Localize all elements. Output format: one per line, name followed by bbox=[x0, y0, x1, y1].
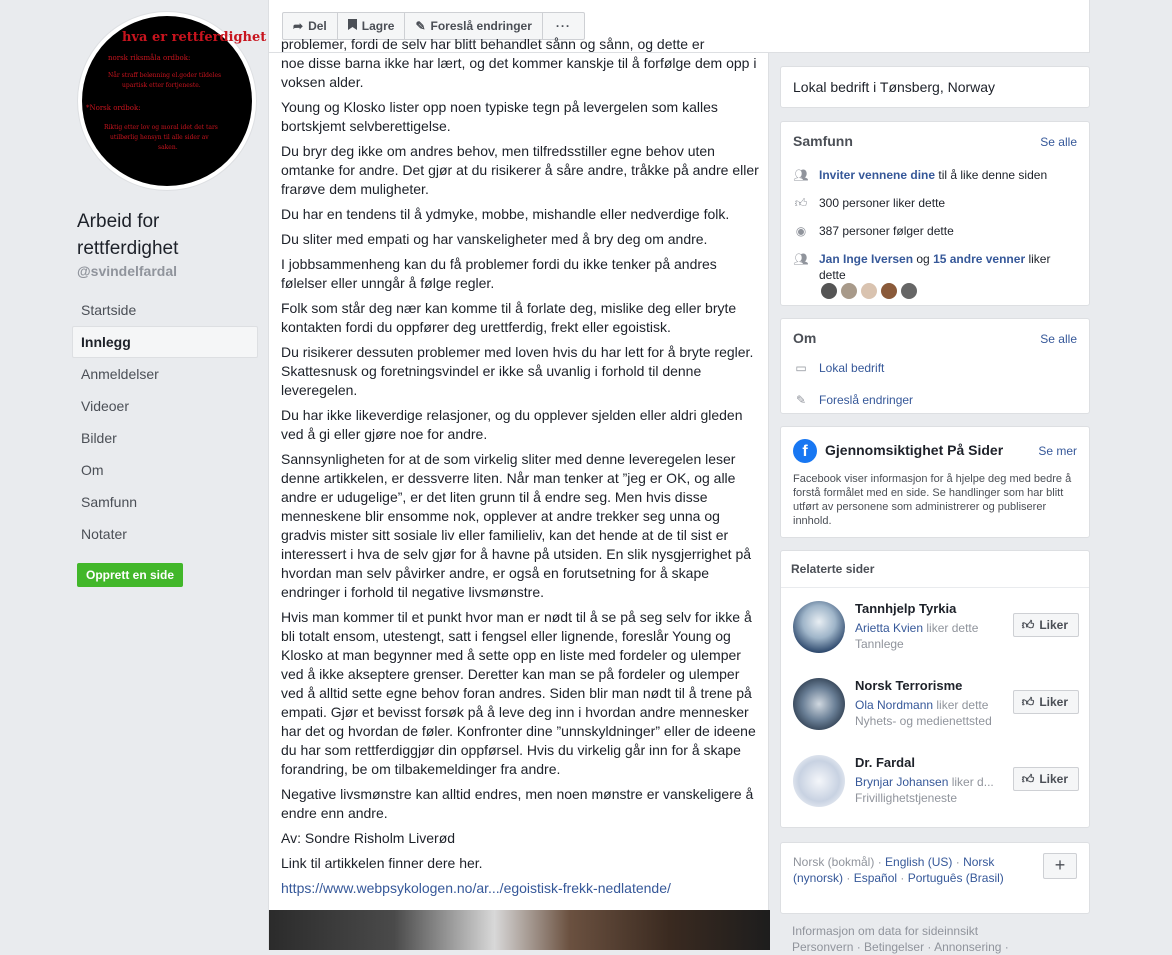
profile-image bbox=[82, 16, 267, 186]
share-label: Del bbox=[308, 19, 327, 33]
nav-item-samfunn[interactable]: Samfunn bbox=[81, 494, 138, 510]
community-card bbox=[780, 121, 1090, 306]
storefront-icon: ▭ bbox=[795, 361, 807, 375]
post-paragraph: Sannsynligheten for at de som virkelig sliter med denne leveregelen leser denne artikkelen, er dessverre liten. Når man tenker at ”jeg er OK, og alle andre er udugelige”, er det liten grunn til å endre seg. Men hvis disse menneskene blir ensomme nok, opplever at andre trekker seg unna og gradvis mister sitt sosiale liv eller familieliv, kan det hende at de til sist er interessert i hva de selv gjør for å havne på utsiden. En slik nysgjerrighet på hvordan man selv påvirker andre, er også en forutsetning for å skape endringer i forhold til negative livsmønstre. bbox=[281, 451, 752, 600]
footer bbox=[792, 923, 1009, 955]
post-paragraph: I jobbsammenheng kan du få problemer fordi du ikke tenker på andres følelser eller unngår å følge regler. bbox=[281, 256, 717, 291]
thumbs-up-icon: 👍︎ bbox=[1021, 695, 1035, 709]
like-button[interactable] bbox=[1013, 690, 1079, 714]
language-link[interactable]: Español bbox=[853, 871, 898, 885]
related-page-thumbnail[interactable] bbox=[793, 678, 845, 730]
invite-friends-link[interactable]: Inviter vennene dine bbox=[819, 168, 936, 182]
related-page bbox=[793, 601, 1079, 667]
image-text: Når straff belønning el.goder tildeles bbox=[108, 72, 222, 79]
suggest-edits-link[interactable]: Foreslå endringer bbox=[819, 393, 914, 407]
category-row bbox=[793, 360, 884, 376]
community-see-all-link[interactable]: Se alle bbox=[1040, 135, 1077, 149]
image-text: *Norsk ordbok: bbox=[86, 104, 141, 112]
related-pages-card bbox=[780, 550, 1090, 828]
related-page-thumbnail[interactable] bbox=[793, 601, 845, 653]
suggest-label: Foreslå endringer bbox=[430, 19, 532, 33]
insights-info-link[interactable]: Informasjon om data for sideinnsikt bbox=[792, 924, 979, 938]
nav-item-notater[interactable]: Notater bbox=[81, 526, 127, 542]
community-title: Samfunn bbox=[793, 133, 853, 149]
related-page-name[interactable]: Dr. Fardal bbox=[855, 755, 915, 770]
thumbs-up-icon: 👍︎ bbox=[1021, 772, 1035, 786]
thumbs-up-icon: 👍︎ bbox=[794, 196, 808, 210]
post-paragraph: Du risikerer dessuten problemer med loven hvis du har lett for å bryte regler. Skattesnusk og foretningsvindel er ikke så uvanlig i forhold til denne leveregelen. bbox=[281, 344, 754, 398]
about-card bbox=[780, 318, 1090, 414]
related-page bbox=[793, 678, 1079, 744]
related-page-category: Tannlege bbox=[855, 637, 904, 651]
other-friends-link[interactable]: 15 andre venner bbox=[933, 252, 1026, 266]
likes-text: liker dette bbox=[923, 621, 979, 635]
post-paragraph: Du har ikke likeverdige relasjoner, og du opplever sjelden eller aldri gleden ved å gi eller gjøre noe for andre. bbox=[281, 407, 743, 442]
friend-link[interactable]: Ola Nordmann bbox=[855, 698, 934, 712]
image-text: utilbørlig hensyn til alle sider av bbox=[110, 134, 209, 141]
post-paragraph: Du har en tendens til å ydmyke, mobbe, mishandle eller nedverdige folk. bbox=[281, 206, 730, 222]
profile-picture[interactable] bbox=[78, 12, 267, 190]
language-link[interactable]: English (US) bbox=[885, 855, 953, 869]
related-page-likes bbox=[855, 775, 994, 789]
related-header bbox=[781, 551, 1089, 588]
share-icon: ➦ bbox=[293, 19, 304, 33]
current-language: Norsk (bokmål) bbox=[793, 855, 875, 869]
add-language-button[interactable]: + bbox=[1043, 853, 1077, 879]
post-paragraph: Folk som står deg nær kan komme til å forlate deg, mislike deg eller bryte kontakten fordi du oppfører deg urettferdig, frekt eller egoistisk. bbox=[281, 300, 737, 335]
like-label: Liker bbox=[1039, 618, 1068, 632]
nav-item-anmeldelser[interactable]: Anmeldelser bbox=[81, 366, 159, 382]
location-text: Lokal bedrift i Tønsberg, Norway bbox=[793, 79, 996, 95]
transparency-card bbox=[780, 426, 1090, 538]
article-link[interactable]: https://www.webpsykologen.no/ar.../egoistisk-frekk-nedlatende/ bbox=[281, 880, 671, 896]
post-paragraph: Du sliter med empati og har vanskeligheter med å bry deg om andre. bbox=[281, 231, 708, 247]
post-paragraph: Link til artikkelen finner dere her. bbox=[281, 855, 483, 871]
post-paragraph: Young og Klosko lister opp noen typiske tegn på levergelen som kalles bortskjemt selvberettigelse. bbox=[281, 99, 718, 134]
nav-item-bilder[interactable]: Bilder bbox=[81, 430, 117, 446]
invite-row bbox=[793, 167, 1047, 183]
post-image[interactable] bbox=[269, 910, 770, 950]
post-paragraph: Av: Sondre Risholm Liverød bbox=[281, 830, 456, 846]
thumbs-up-icon: 👍︎ bbox=[1021, 618, 1035, 632]
people-icon: 👥︎ bbox=[793, 252, 809, 266]
related-page-likes bbox=[855, 698, 988, 712]
related-page-likes bbox=[855, 621, 978, 635]
friend-link[interactable]: Brynjar Johansen bbox=[855, 775, 949, 789]
related-page-name[interactable]: Norsk Terrorisme bbox=[855, 678, 963, 693]
friend-avatars bbox=[821, 283, 917, 299]
avatar[interactable] bbox=[861, 283, 877, 299]
related-page-category: Frivillighetstjeneste bbox=[855, 791, 958, 805]
related-page-name[interactable]: Tannhjelp Tyrkia bbox=[855, 601, 957, 616]
image-text: norsk riksmåla ordbok: bbox=[108, 54, 191, 62]
footer-links[interactable]: Personvern · Betingelser · Annonsering · bbox=[792, 940, 1009, 954]
language-list: Norsk (bokmål) · English (US) · Norsk (nynorsk) · Español · Português (Brasil) bbox=[793, 855, 1004, 885]
like-button[interactable] bbox=[1013, 767, 1079, 791]
like-label: Liker bbox=[1039, 695, 1068, 709]
language-card bbox=[780, 842, 1090, 914]
likes-text: liker dette bbox=[933, 698, 989, 712]
friends-and: og bbox=[913, 252, 934, 266]
avatar[interactable] bbox=[881, 283, 897, 299]
friends-row bbox=[793, 251, 1073, 283]
image-text: upartisk etter fortjeneste. bbox=[122, 82, 201, 89]
avatar[interactable] bbox=[901, 283, 917, 299]
suggest-row bbox=[793, 392, 913, 408]
related-title: Relaterte sider bbox=[791, 562, 875, 576]
likes-text: liker d... bbox=[948, 775, 994, 789]
nav-item-innlegg[interactable]: Innlegg bbox=[72, 326, 258, 358]
more-button[interactable]: ··· bbox=[555, 19, 571, 33]
category-link[interactable]: Lokal bedrift bbox=[819, 361, 885, 375]
post-paragraph: Hvis man kommer til et punkt hvor man er nødt til å se på seg selv for ikke å bli totalt ensom, utestengt, satt i fengsel eller lignende, foreslår Young og Klosko at man begynner med å sette opp en liste med fordeler og ulemper ved å ikke akseptere grenser. Deretter kan man se på fordeler og ulemper ved å alltid sette egne behov foran andres. Siden blir man nødt til å trene på empati. Gjør et bevisst forsøk på å leve deg inn i hvordan andre mennesker har det og hvordan de føler. Konfronter dine ”unnskyldninger” eller de ideene du har som rettferdiggjør din oppførsel. Hvis du virkelig går inn for å skape forandring, be om tilbakemeldinger fra andre. bbox=[281, 609, 756, 777]
pencil-icon: ✎ bbox=[795, 393, 807, 407]
avatar[interactable] bbox=[821, 283, 837, 299]
likes-count: 300 personer liker dette bbox=[819, 196, 946, 210]
people-icon: 👥︎ bbox=[793, 168, 809, 182]
post bbox=[268, 36, 769, 950]
avatar[interactable] bbox=[841, 283, 857, 299]
likes-row bbox=[793, 195, 945, 211]
post-paragraph: problemer, fordi de selv har blitt behandlet sånn og sånn, og dette er bbox=[281, 36, 705, 52]
friends-like-text: liker dette bbox=[819, 252, 1051, 282]
about-title: Om bbox=[793, 330, 817, 346]
post-paragraph: Du bryr deg ikke om andres behov, men tilfredsstiller egne behov uten omtanke for andre. Det gjør at du risikerer å såre andre, tråkke på andre eller frarøve dem muligheter. bbox=[281, 143, 759, 197]
about-see-all-link[interactable]: Se alle bbox=[1040, 332, 1077, 346]
post-body bbox=[281, 35, 759, 904]
page-title[interactable]: Arbeid for rettferdighet bbox=[77, 211, 179, 259]
invite-text: til å like denne siden bbox=[935, 168, 1048, 182]
friend-link[interactable]: Arietta Kvien bbox=[855, 621, 924, 635]
see-more-link[interactable]: Se mer bbox=[1038, 444, 1077, 458]
rss-icon: ◉ bbox=[795, 224, 807, 238]
nav-item-om[interactable]: Om bbox=[81, 462, 104, 478]
follows-count: 387 personer følger dette bbox=[819, 224, 954, 238]
save-label: Lagre bbox=[361, 19, 395, 33]
transparency-title: Gjennomsiktighet På Sider bbox=[825, 442, 1004, 458]
page-nav bbox=[72, 294, 258, 550]
facebook-icon: f bbox=[793, 439, 817, 463]
related-page-thumbnail[interactable] bbox=[793, 755, 845, 807]
related-page-category: Nyhets- og medienettsted bbox=[855, 714, 992, 728]
related-page bbox=[793, 755, 1079, 821]
like-label: Liker bbox=[1039, 772, 1068, 786]
pencil-icon: ✎ bbox=[415, 19, 426, 33]
language-link[interactable]: Português (Brasil) bbox=[907, 871, 1004, 885]
transparency-text: Facebook viser informasjon for å hjelpe deg med bedre å forstå formålet med en side. Se handlinger som har blitt utført av personene som administrerer og publiserer innhold. bbox=[793, 473, 1072, 527]
like-button[interactable] bbox=[1013, 613, 1079, 637]
location-card bbox=[780, 66, 1090, 108]
create-page-button[interactable]: Opprett en side bbox=[77, 563, 183, 587]
image-text: Riktig etter lov og moral idet det tars bbox=[104, 124, 218, 131]
post-paragraph: Negative livsmønstre kan alltid endres, men noen mønstre er vanskeligere å endre enn andre. bbox=[281, 786, 754, 821]
post-paragraph: noe disse barna ikke har lært, og det kommer kanskje til å forfølge dem opp i voksen alder. bbox=[281, 55, 757, 90]
image-text: saken. bbox=[158, 144, 178, 151]
nav-item-startside[interactable]: Startside bbox=[81, 302, 137, 318]
follows-row bbox=[793, 223, 954, 239]
friend-name-link[interactable]: Jan Inge Iversen bbox=[819, 252, 914, 266]
image-text: hva er rettferdighet bbox=[122, 30, 267, 45]
nav-item-videoer[interactable]: Videoer bbox=[81, 398, 130, 414]
page-handle[interactable]: @svindelfardal bbox=[77, 263, 178, 279]
language-link[interactable]: Norsk (nynorsk) bbox=[793, 855, 995, 885]
